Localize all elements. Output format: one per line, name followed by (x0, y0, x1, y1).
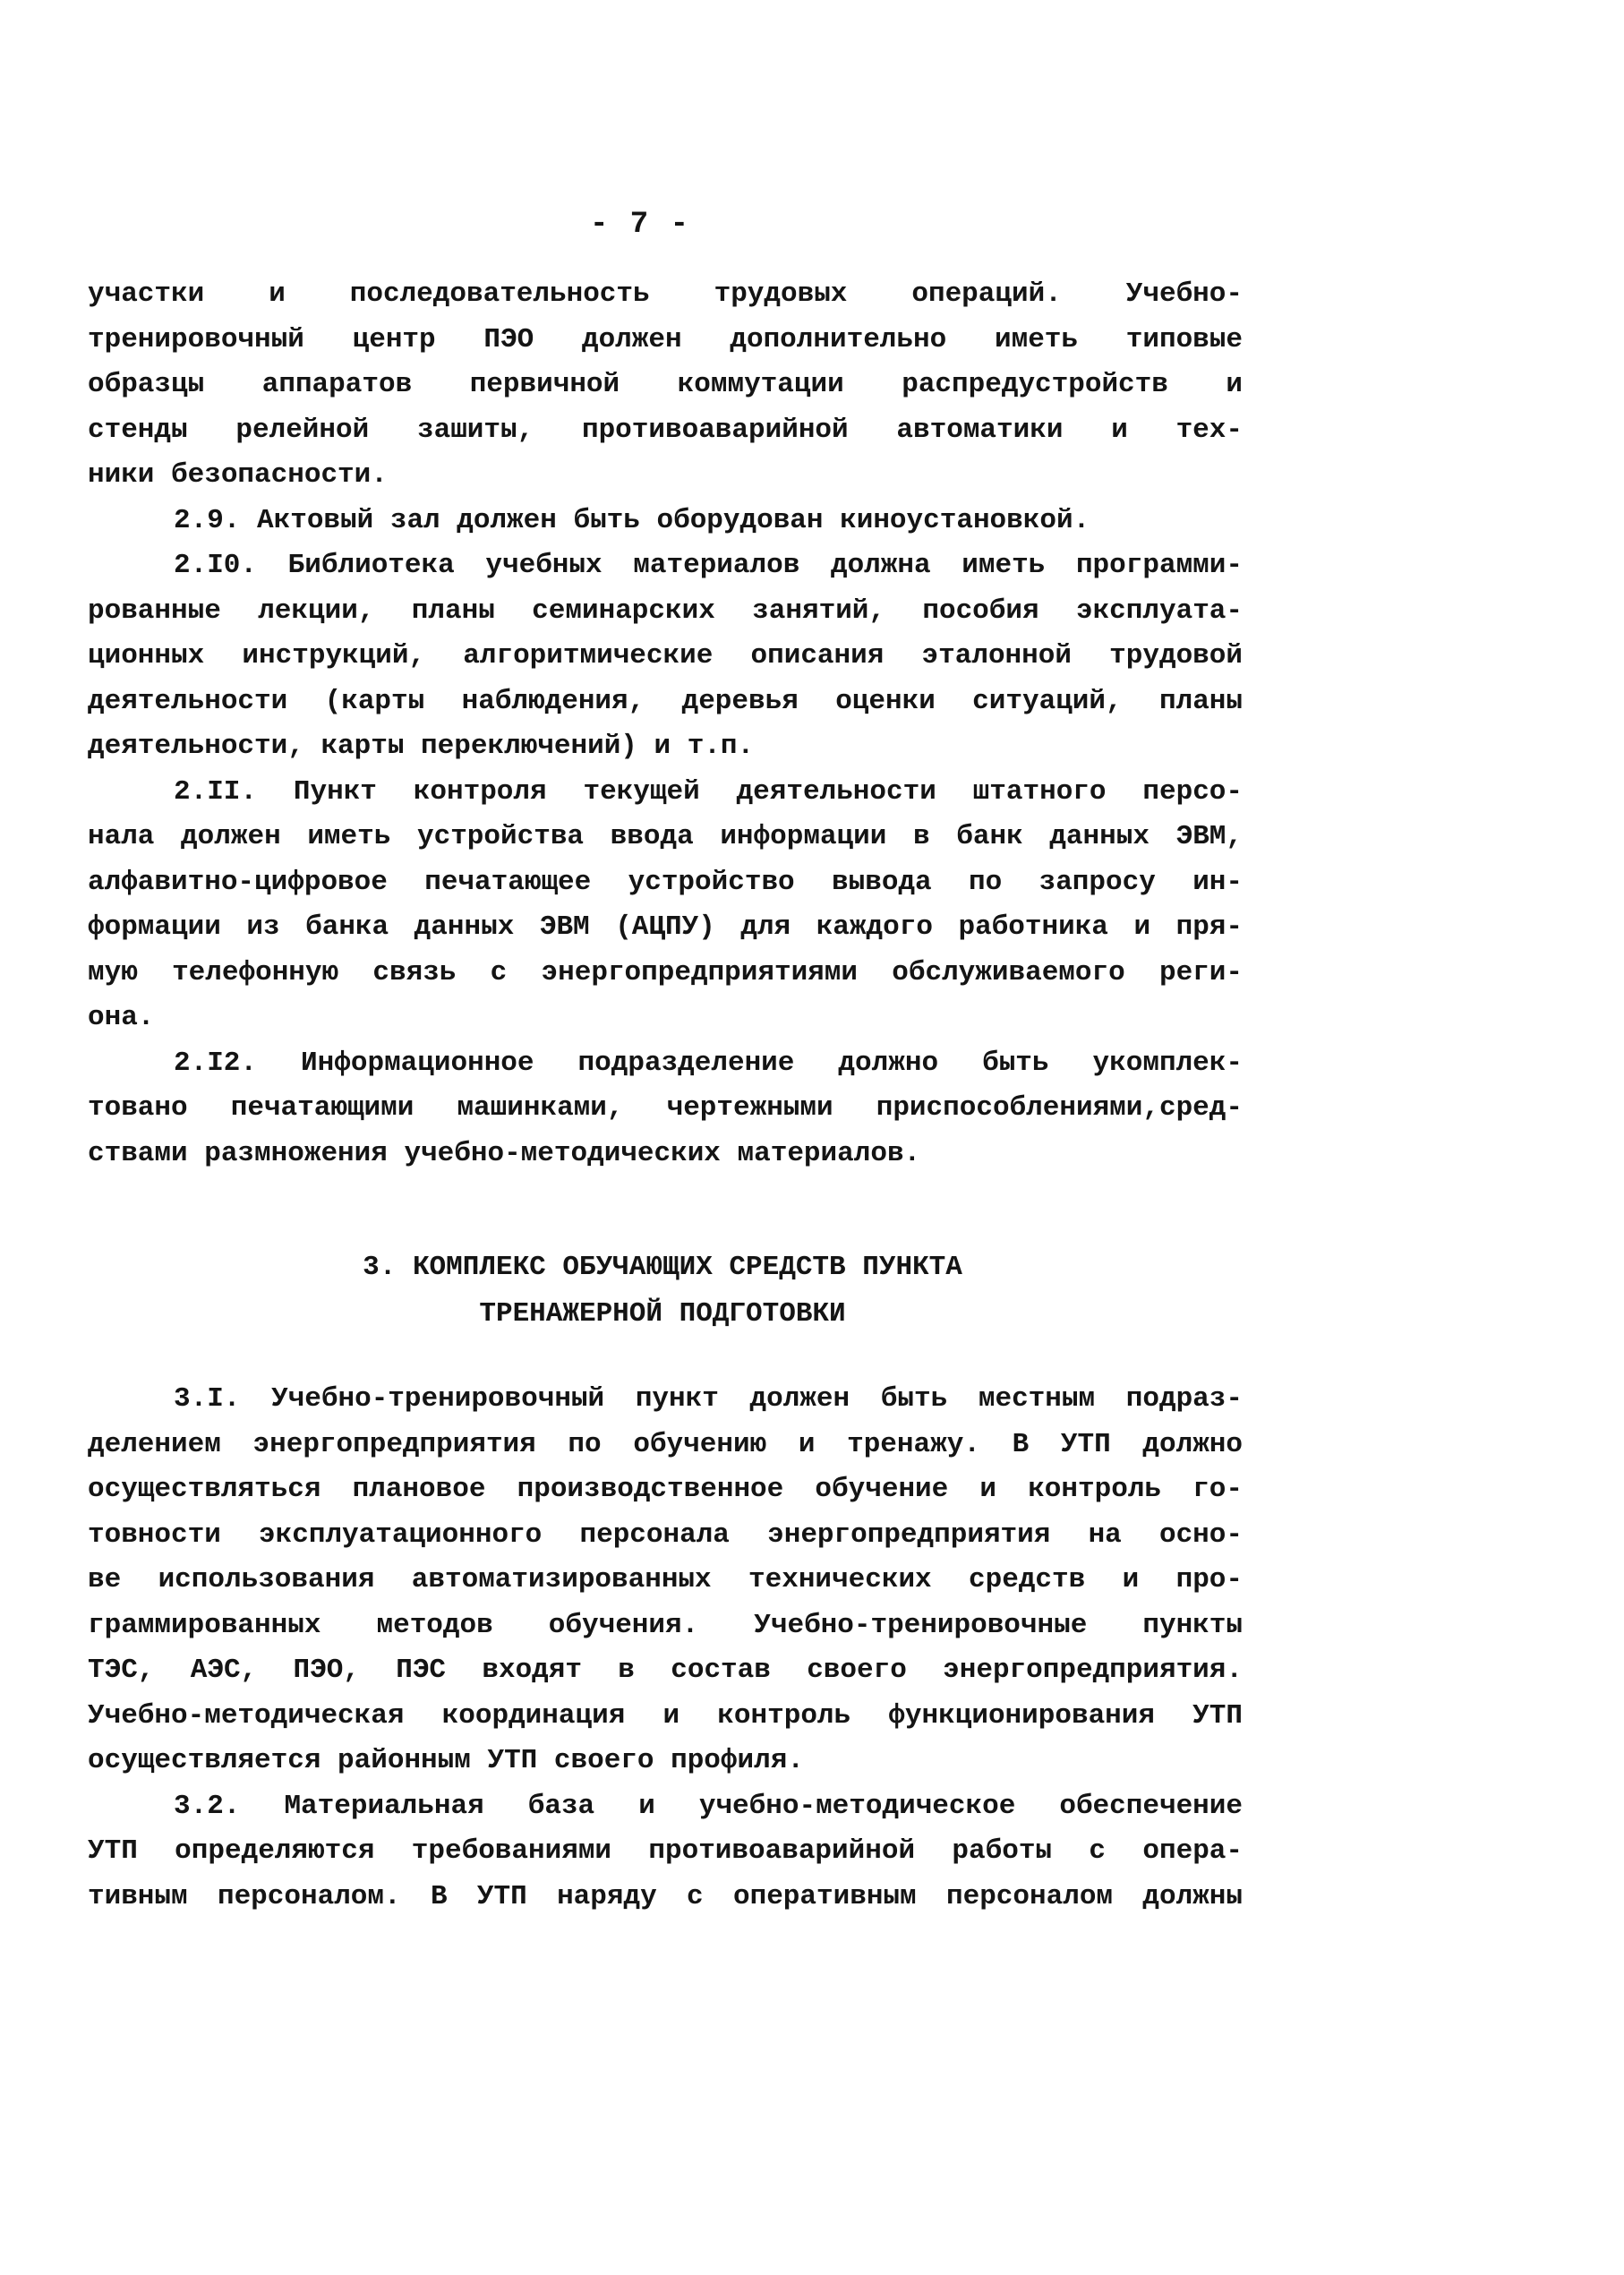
paragraph-2-12: 2.I2. Информационное подразделение должно быть укомплек- (174, 1047, 1243, 1079)
paragraph-2-10: 2.I0. Библиотека учебных материалов должна иметь программи- (174, 550, 1243, 581)
text-line: алфавитно-цифровое печатающее устройство вывода по запросу ин- (88, 866, 1243, 898)
text-line: образцы аппаратов первичной коммутации распредустройств и (88, 369, 1243, 400)
heading-line: ТРЕНАЖЕРНОЙ ПОДГОТОВКИ (479, 1298, 846, 1330)
paragraph-2-11: 2.II. Пункт контроля текущей деятельности штатного персо- (174, 775, 1243, 808)
text-line: тренировочный центр ПЭО должен дополнительно иметь типовые (88, 323, 1243, 355)
paragraph-3-2: 3.2. Материальная база и учебно-методическое обеспечение (174, 1790, 1243, 1822)
text-line: осуществляется районным УТП своего профиля. (88, 1745, 804, 1776)
text-line: товности эксплуатационного персонала энергопредприятия на осно- (88, 1518, 1243, 1551)
text-line: деятельности (карты наблюдения, деревья оценки ситуаций, планы (88, 685, 1243, 717)
text-line: товано печатающими машинками, чертежными приспособлениями,сред- (88, 1092, 1243, 1124)
section-2-body (88, 272, 1243, 1176)
page-number: - 7 - (589, 208, 691, 242)
text-line: тивным персоналом. В УТП наряду с оперативным персоналом должны (88, 1880, 1243, 1912)
heading-line: 3. КОМПЛЕКС ОБУЧАЮЩИХ СРЕДСТВ ПУНКТА (363, 1252, 962, 1283)
text-line: ники безопасности. (88, 459, 388, 491)
text-line: Учебно-методическая координация и контроль функционирования УТП (88, 1699, 1243, 1732)
text-line: рованные лекции, планы семинарских занятий, пособия эксплуата- (88, 594, 1243, 627)
text-line: мую телефонную связь с энергопредприятиями обслуживаемого реги- (88, 956, 1243, 988)
text-line: ве использования автоматизированных технических средств и про- (88, 1564, 1243, 1595)
text-line: деятельности, карты переключений) и т.п. (88, 731, 755, 762)
section-3-body (88, 1377, 1243, 1920)
text-line: нала должен иметь устройства ввода информации в банк данных ЭВМ, (88, 821, 1243, 852)
text-line: ствами размножения учебно-методических материалов. (88, 1137, 921, 1169)
text-line: формации из банка данных ЭВМ (АЦПУ) для каждого работника и пря- (88, 911, 1243, 943)
text-line: ТЭС, АЭС, ПЭО, ПЭС входят в состав своего энергопредприятия. (88, 1655, 1243, 1686)
paragraph-3-1: 3.I. Учебно-тренировочный пункт должен быть местным подраз- (174, 1383, 1243, 1415)
text-line: делением энергопредприятия по обучению и тренажу. В УТП должно (88, 1428, 1243, 1460)
paragraph-2-9: 2.9. Актовый зал должен быть оборудован киноустановкой. (174, 504, 1090, 536)
text-line: осуществляться плановое производственное обучение и контроль го- (88, 1474, 1243, 1505)
text-line: УТП определяются требованиями противоаварийной работы с опера- (88, 1835, 1243, 1867)
text-line: граммированных методов обучения. Учебно-тренировочные пункты (88, 1609, 1243, 1641)
section-3-heading (0, 1244, 1325, 1338)
text-line: стенды релейной зашиты, противоаварийной автоматики и тех- (88, 414, 1243, 446)
text-line: ционных инструкций, алгоритмические описания эталонной трудовой (88, 640, 1243, 671)
text-line: участки и последовательность трудовых операций. Учебно- (88, 278, 1243, 310)
text-line: она. (88, 1002, 155, 1033)
